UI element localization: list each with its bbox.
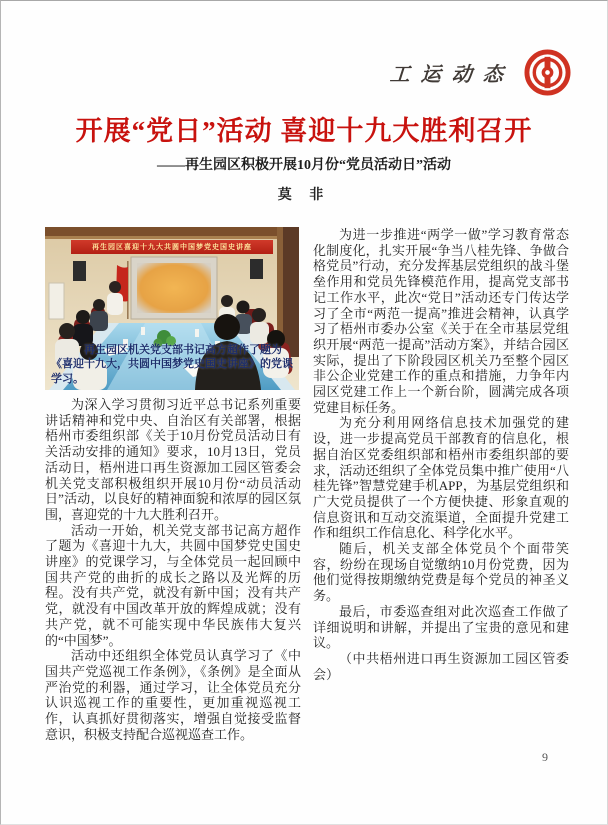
article-subtitle: ——再生园区积极开展10月份“党员活动日”活动 (157, 158, 451, 173)
masthead-title: 工运动态 (389, 62, 515, 86)
paragraph: 随后，机关支部全体党员个个面带笑容，纷纷在现场自觉缴纳10月份党费，因为他们觉得按期缴纳党费是每个党员的神圣义务。 (313, 541, 569, 604)
paragraph: 活动中还组织全体党员认真学习了《中国共产党巡视工作条例》，《条例》是全面从严治党的利器，通过学习，让全体党员充分认识巡视工作的重要性，更加重视巡视工作，认真抓好贯彻落实，增强自觉接受监督意识，积极支持配合巡视巡查工作。 (45, 648, 301, 742)
paragraph: 为深入学习贯彻习近平总书记系列重要讲话精神和党中央、自治区有关部署，根据梧州市委组织部《关于10月份党员活动日有关活动安排的通知》要求，10月13日，党员活动日，梧州进口再生资源加工园区管委会机关党支部积极组织开展10月份“动员活动日”活动，以良好的精神面貌和浓厚的园区氛围，喜迎党的十九大胜利召开。 (45, 397, 301, 522)
right-column (313, 227, 569, 742)
page-number: 9 (542, 750, 548, 764)
photo-caption: 再生园区机关党支部书记高方超作了题为《喜迎十九大，共圆中国梦党史国史讲座》的党课学习。 (51, 343, 293, 385)
paragraph: 最后，市委巡查组对此次巡查工作做了详细说明和讲解，并提出了宝贵的意见和建议。 (313, 603, 569, 651)
article-title: 开展“党日”活动 喜迎十九大胜利召开 (75, 116, 533, 146)
masthead (390, 49, 571, 96)
left-column (45, 227, 301, 742)
paragraph: 活动一开始，机关党支部书记高方超作了题为《喜迎十九大，共圆中国梦党史国史讲座》的党课学习，与全体党员一起回顾中国共产党的曲折的成长之路以及光辉的历程。没有共产党，就没有新中国；没有共产党，就没有中国改革开放的辉煌成就；没有共产党，就不可能实现中华民族伟大复兴的“中国梦”。 (45, 522, 301, 648)
article-author: 莫 非 (277, 188, 331, 203)
paragraph: 为进一步推进“两学一做”学习教育常态化制度化，扎实开展“争当八桂先锋、争做合格党员”行动，充分发挥基层党组织的战斗堡垒作用和党员先锋模范作用，提高党支部书记工作水平，此次“党日”活动还专门传达学习了全市“两范一提高”推进会精神，认真学习了梧州市委办公室《关于在全市基层党组织开展“两范一提高”活动方案》，并结合园区实际，提出了下阶段园区机关乃至整个园区非公企业党建工作的重点和措施，力争年内园区党建工作上一个新台阶，圆满完成各项党建目标任务。 (313, 227, 569, 415)
photo-banner-text: 再生园区喜迎十九大共圆中国梦党史国史讲座 (71, 240, 273, 254)
article-body (45, 227, 569, 742)
attribution-line: （中共梧州进口再生资源加工园区管委会） (313, 650, 569, 682)
paragraph: 为充分利用网络信息技术加强党的建设，进一步提高党员干部教育的信息化，根据自治区党委组织部和梧州市委组织部的要求，活动还组织了全体党员集中推广使用“八桂先锋”智慧党建手机APP，为基层党组织和广大党员提供了一个方便快捷、形象直观的信息资讯和互动交流渠道，全面提升党建工作和组织工作信息化、科学化水平。 (313, 415, 569, 541)
union-emblem-icon (524, 49, 571, 96)
meeting-photo (45, 227, 299, 390)
